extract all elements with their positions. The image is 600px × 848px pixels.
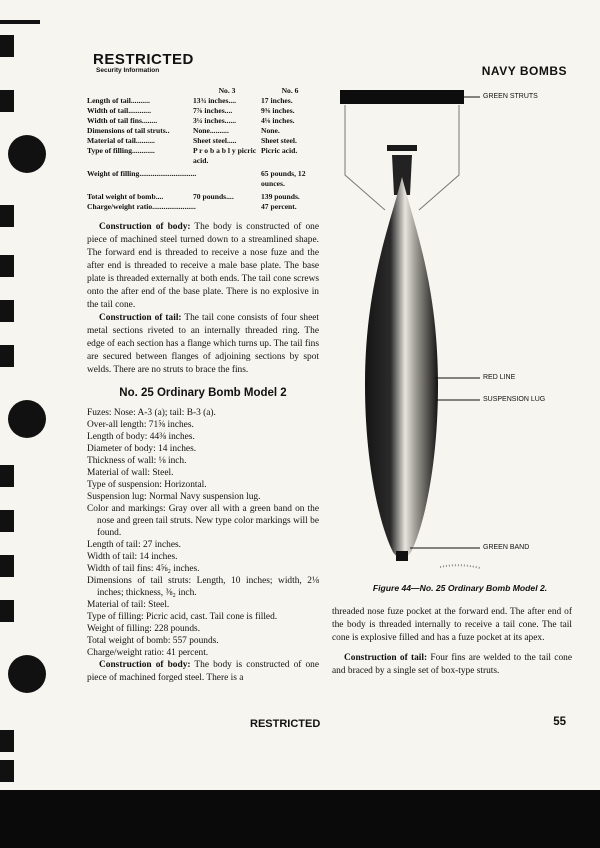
label-suspension-lug: SUSPENSION LUG	[483, 396, 546, 403]
spec-list	[87, 407, 319, 659]
binder-mark	[0, 300, 14, 322]
list-item: Color and markings: Gray over all with a green band on the nose and green tail struts. New type color markings will be found.	[87, 504, 319, 538]
body-paragraph: Construction of tail: The tail cone consists of four sheet metal sections riveted to an internally threaded ring. The edge of each section has a flange which turns up. The tail fins are secured between flanges of adjoining sections by spot welds. There are no struts to brace the fins.	[87, 313, 319, 375]
list-item: Over-all length: 71⅝ inches.	[87, 420, 194, 430]
binder-mark	[0, 345, 14, 367]
binder-mark	[0, 760, 14, 782]
table-row: Length of tail.......... 13¾ inches.... 17 inches.	[87, 96, 293, 105]
section-title: No. 25 Ordinary Bomb Model 2	[119, 387, 287, 399]
list-item: Length of tail: 27 inches.	[87, 540, 181, 550]
table-row: Dimensions of tail struts.. None.......... None.	[87, 126, 280, 135]
label-green-struts: GREEN STRUTS	[483, 93, 538, 100]
punch-hole	[8, 655, 46, 693]
binder-mark	[0, 730, 14, 752]
list-item: Width of tail: 14 inches.	[87, 552, 178, 562]
left-column	[87, 86, 319, 685]
binder-mark	[0, 555, 14, 577]
table-row: Width of tail............ 7⅞ inches.... 9⅜ inches.	[87, 106, 295, 115]
footer-restricted: RESTRICTED	[250, 718, 321, 730]
punch-hole	[8, 135, 46, 173]
binder-mark	[0, 255, 14, 277]
label-red-line: RED LINE	[483, 374, 516, 381]
punch-hole	[8, 400, 46, 438]
list-item: Suspension lug: Normal Navy suspension lug.	[87, 492, 261, 502]
body-paragraph: Construction of tail: Four fins are welded to the tail cone and braced by a single set of box-type struts.	[332, 653, 572, 676]
header-security-info: Security Information	[96, 67, 160, 74]
binder-mark	[0, 600, 14, 622]
corner-mark	[0, 20, 40, 24]
bomb-body	[365, 177, 438, 558]
spec-table	[87, 86, 319, 212]
binder-mark	[0, 465, 14, 487]
green-struts-bar	[340, 90, 464, 104]
spec-col-header: No. 6	[281, 86, 299, 95]
figure-caption: Figure 44—No. 25 Ordinary Bomb Model 2.	[372, 583, 548, 593]
table-row: Total weight of bomb.... 70 pounds.... 139 pounds.	[87, 192, 300, 201]
binder-mark	[0, 35, 14, 57]
body-paragraph: Construction of body: The body is constructed of one piece of machined steel turned down to a streamlined shape. The forward end is threaded to receive a nose fuze and the after end is threaded to receive a male base plate. The base plate is threaded externally at both ends. The tail cone screws onto the after end of the base plate. There is no explosive in the tail cone.	[87, 222, 319, 310]
list-item: Width of tail fins: 4⅝₂ inches.	[87, 564, 200, 574]
header-section-title: NAVY BOMBS	[481, 64, 567, 78]
list-item: Thickness of wall: ⅛ inch.	[87, 456, 187, 466]
label-green-band: GREEN BAND	[483, 544, 530, 551]
list-item: Fuzes: Nose: A-3 (a); tail: B-3 (a).	[87, 408, 216, 418]
list-item: Total weight of bomb: 557 pounds.	[87, 636, 219, 646]
bomb-nose	[396, 551, 408, 561]
list-item: Type of suspension: Horizontal.	[87, 480, 207, 490]
list-item: Diameter of body: 14 inches.	[87, 444, 197, 454]
list-item: Weight of filling: 228 pounds.	[87, 624, 201, 634]
table-row: Weight of filling.............................. 65 pounds, 12 ounces.	[87, 169, 306, 188]
table-row: Material of tail.......... Sheet steel..... Sheet steel.	[87, 136, 297, 145]
table-row: Width of tail fins........ 3¼ inches...... 4⅛ inches.	[87, 116, 295, 125]
scan-border	[0, 790, 600, 848]
spec-col-header: No. 3	[218, 86, 236, 95]
binder-mark	[0, 510, 14, 532]
right-column	[332, 606, 572, 678]
binder-mark	[0, 90, 14, 112]
body-paragraph: Construction of body: The body is constructed of one piece of machined forged steel. There is a	[87, 660, 319, 683]
list-item: Type of filling: Picric acid, cast. Tail cone is filled.	[87, 612, 278, 622]
list-item: Length of body: 44⅜ inches.	[87, 432, 195, 442]
table-row: Charge/weight ratio....................... 47 percent.	[87, 202, 297, 211]
list-item: Material of wall: Steel.	[87, 468, 174, 478]
header-restricted: RESTRICTED	[93, 51, 194, 68]
page-number: 55	[553, 716, 566, 728]
list-item: Charge/weight ratio: 41 percent.	[87, 648, 209, 658]
list-item: Dimensions of tail struts: Length, 10 inches; width, 2⅛ inches; thickness, ⅜₂ inch.	[87, 576, 319, 598]
binder-mark	[0, 205, 14, 227]
table-row: Type of filling............ P r o b a b l y picric acid. Picric acid.	[87, 146, 298, 165]
body-paragraph: threaded nose fuze pocket at the forward end. The after end of the body is threaded internally to receive a tail cone. The tail cone is explosive filled and has a fuze pocket at its apex.	[332, 607, 572, 643]
bomb-figure	[330, 85, 580, 585]
list-item: Material of tail: Steel.	[87, 600, 170, 610]
